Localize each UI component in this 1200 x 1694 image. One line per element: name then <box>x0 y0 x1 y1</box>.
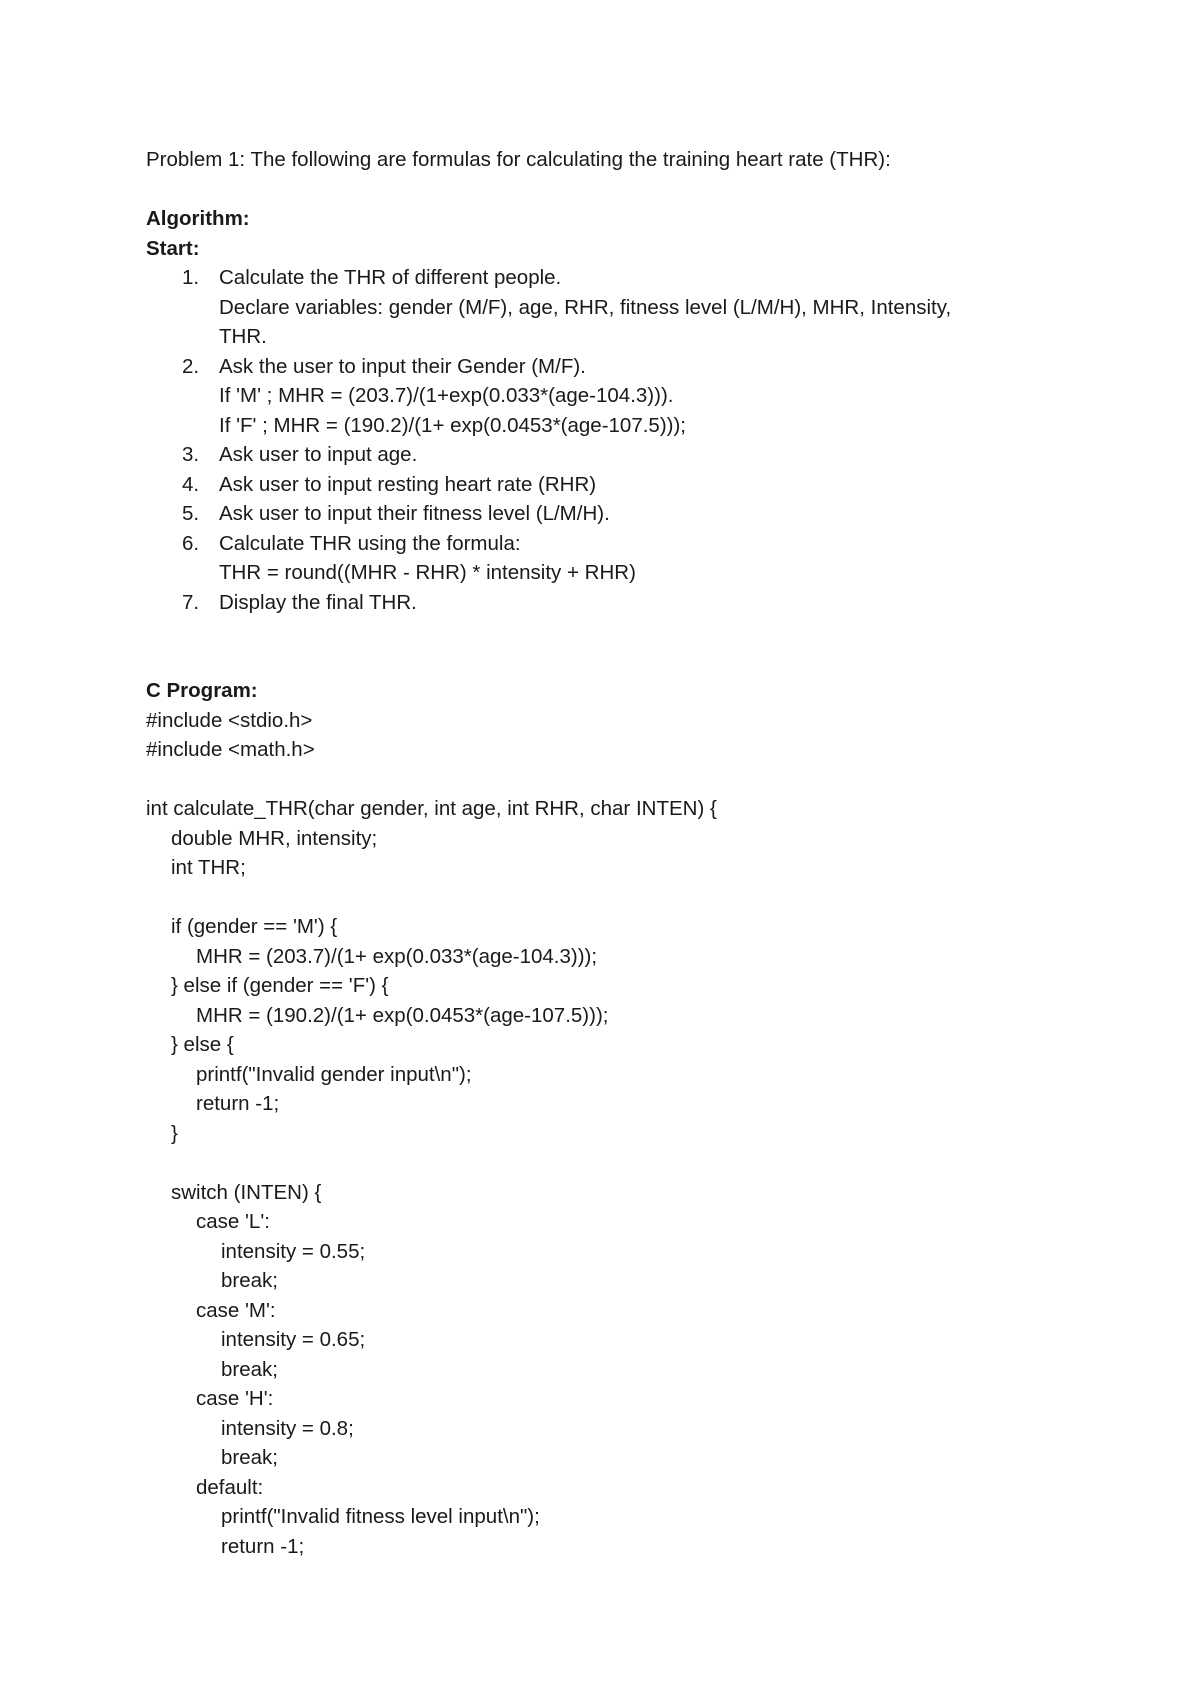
algorithm-step <box>146 263 1046 352</box>
step-text: Calculate THR using the formula: <box>219 531 521 555</box>
code-line: case 'H': <box>196 1387 274 1410</box>
code-line: int calculate_THR(char gender, int age, int RHR, char INTEN) { <box>146 797 717 820</box>
code-blank-line <box>146 1148 1046 1178</box>
step-text: THR = round((MHR - RHR) * intensity + RHR) <box>219 561 636 584</box>
code-line: printf("Invalid gender input\n"); <box>196 1062 472 1086</box>
code-line: default: <box>196 1475 264 1499</box>
code-line: #include <math.h> <box>146 738 315 761</box>
algorithm-step <box>146 470 1046 500</box>
code-line: } else { <box>171 1033 234 1056</box>
code-line: double MHR, intensity; <box>171 826 378 850</box>
step-number: 4. <box>182 472 200 496</box>
step-text: If 'F' ; MHR = (190.2)/(1+ exp(0.0453*(age-107.5))); <box>219 413 687 437</box>
algorithm-steps <box>146 263 1046 617</box>
step-number: 7. <box>182 590 200 614</box>
step-text: Display the final THR. <box>219 590 417 614</box>
algorithm-step <box>146 499 1046 529</box>
problem-statement: Problem 1: The following are formulas for calculating the training heart rate (THR): <box>146 148 891 171</box>
step-number: 3. <box>182 443 200 466</box>
code-blank-line <box>146 765 1046 795</box>
code-line: } <box>171 1121 178 1145</box>
code-line: intensity = 0.8; <box>221 1416 354 1440</box>
step-text: Ask the user to input their Gender (M/F). <box>219 354 586 378</box>
code-line: int THR; <box>171 856 246 879</box>
code-line: case 'M': <box>196 1298 276 1322</box>
step-number: 1. <box>182 266 200 289</box>
spacer <box>146 647 1046 677</box>
code-line: intensity = 0.55; <box>221 1239 366 1263</box>
document-content <box>146 145 1046 1561</box>
spacer <box>146 617 1046 647</box>
code-line: intensity = 0.65; <box>221 1328 366 1351</box>
code-blank-line <box>146 883 1046 913</box>
step-text: Calculate the THR of different people. <box>219 266 562 289</box>
algorithm-start-label: Start: <box>146 236 200 260</box>
code-line: break; <box>221 1446 278 1469</box>
step-text: Ask user to input age. <box>219 443 418 466</box>
code-line: #include <stdio.h> <box>146 708 313 732</box>
step-text: If 'M' ; MHR = (203.7)/(1+exp(0.033*(age-104.3))). <box>219 384 674 407</box>
code-line: MHR = (203.7)/(1+ exp(0.033*(age-104.3))); <box>196 944 598 968</box>
code-line: case 'L': <box>196 1210 270 1233</box>
algorithm-step <box>146 440 1046 470</box>
code-line: break; <box>221 1357 278 1381</box>
step-number: 6. <box>182 531 200 555</box>
code-line: return -1; <box>221 1534 305 1558</box>
algorithm-heading: Algorithm: <box>146 207 250 230</box>
code-line: } else if (gender == 'F') { <box>171 974 389 997</box>
code-line: return -1; <box>196 1092 280 1115</box>
algorithm-step <box>146 352 1046 441</box>
code-line: switch (INTEN) { <box>171 1180 322 1204</box>
program-heading: C Program: <box>146 679 258 702</box>
code-line: printf("Invalid fitness level input\n"); <box>221 1505 540 1528</box>
algorithm-step <box>146 588 1046 618</box>
spacer <box>146 175 1046 205</box>
algorithm-step <box>146 529 1046 588</box>
step-text: Ask user to input their fitness level (L/M/H). <box>219 502 610 525</box>
step-number: 5. <box>182 502 200 525</box>
step-text: THR. <box>219 325 267 348</box>
code-line: break; <box>221 1269 278 1292</box>
code-line: if (gender == 'M') { <box>171 915 338 938</box>
step-text: Declare variables: gender (M/F), age, RHR, fitness level (L/M/H), MHR, Intensity, <box>219 295 952 319</box>
code-line: MHR = (190.2)/(1+ exp(0.0453*(age-107.5))); <box>196 1003 609 1027</box>
step-number: 2. <box>182 354 200 378</box>
step-text: Ask user to input resting heart rate (RHR) <box>219 472 597 496</box>
code-block <box>146 706 1046 1562</box>
